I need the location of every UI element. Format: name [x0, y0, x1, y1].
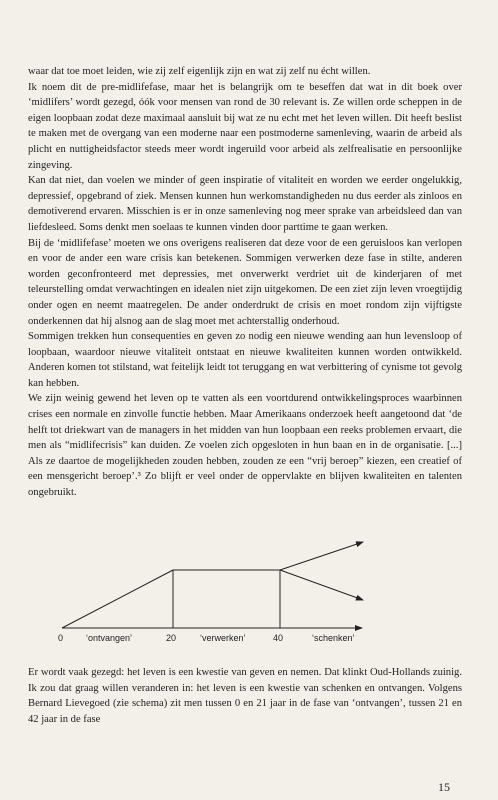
body-text-top	[28, 64, 462, 501]
paragraph: Kan dat niet, dan voelen we minder of geen inspiratie of vitaliteit en worden we eerder ongelukkig, depressief, opgebrand of ziek. Mensen kunnen hun werkomstandigheden nu dus eerder als zinloos en demotiverend ervaren. Misschien is er in onze samenleving nog meer sprake van arbeidsleed dan van liefdesleed. Soms denkt men soelaas te kunnen vinden door parttime te gaan werken.	[28, 175, 462, 233]
phase-label-schenken: ‘schenken’	[312, 633, 355, 643]
paragraph: Ik noem dit de pre-midlifefase, maar het is belangrijk om te beseffen dat wat in dit boek over ‘midlifers’ wordt gezegd, óók voor mensen van rond de 30 relevant is. Ze willen orde scheppen in de eigen loopbaan zodat deze maximaal aansluit bij wat ze nu echt met het leven willen. Dit heeft beslist te maken met de overgang van een moderne naar een postmoderne samenleving, waarin de arbeid als plicht en nuttigheidsfactor steeds meer wordt ingeruild voor arbeid als zelfrealisatie en persoonlijke zingeving.	[28, 81, 462, 171]
rising-line	[62, 570, 173, 628]
tick-label-0: 0	[58, 633, 64, 643]
phase-label-ontvangen: ‘ontvangen’	[86, 633, 133, 643]
paragraph: Bij de ‘midlifefase’ moeten we ons overigens realiseren dat deze voor de een geruisloos kan verlopen en voor de ander een ware crisis kan betekenen. Sommigen verwerken deze fase in stilte, anderen worden geconfronteerd met depressies, met onverwerkt verdriet uit de kinderjaren of met teleurstelling omdat verwachtingen en idealen niet zijn uitgekomen. De een ziet zijn leven vroegtijdig onder ogen en neemt maatregelen. De ander onderdrukt de crisis en moet rondom zijn vijftigste onderkennen dat hij alsnog aan de slag moet met achterstallig onderhoud.	[28, 237, 462, 327]
page-number: 15	[438, 780, 450, 794]
downward-branch-arrow	[280, 570, 363, 600]
paragraph: waar dat toe moet leiden, wie zij zelf eigenlijk zijn en wat zij zelf nu écht willen.	[28, 66, 371, 77]
phase-label-verwerken: ‘verwerken’	[200, 633, 246, 643]
tick-label-20: 20	[166, 633, 177, 643]
tick-label-40: 40	[273, 633, 284, 643]
body-text-bottom	[28, 665, 462, 727]
life-phase-diagram	[40, 528, 370, 646]
paragraph: Sommigen trekken hun consequenties en geven zo nodig een nieuwe wending aan hun levensloop of loopbaan, waardoor nieuwe vitaliteit ontstaat en nieuwe kwaliteiten kunnen worden ontwikkeld. Anderen komen tot stilstand, wat feitelijk leidt tot teruggang en wat verbittering of cynisme tot gevolg kan hebben.	[28, 331, 462, 389]
paragraph: Er wordt vaak gezegd: het leven is een kwestie van geven en nemen. Dat klinkt Oud-Hollands zuinig. Ik zou dat graag willen veranderen in: het leven is een kwestie van schenken en ontvangen. Volgens Bernard Lievegoed (zie schema) zit men tussen 0 en 21 jaar in de fase van ‘ontvangen’, tussen 21 en 42 jaar in de fase	[28, 667, 462, 725]
paragraph: We zijn weinig gewend het leven op te vatten als een voortdurend ontwikkelingsproces waarbinnen crises een normale en zinvolle functie hebben. Maar Amerikaans onderzoek heeft aangetoond dat ‘de helft tot driekwart van de managers in het midden van hun loopbaan een reeks problemen ervaart, die men als “midlifecrisis” kan duiden. Ze voelen zich opgesloten in hun baan en in de organisatie. [...] Als ze daartoe de mogelijkheden zouden hebben, zouden ze een “vrij beroep” kiezen, een creatief of een mensgericht beroep’.³ Zo blijft er veel onder de oppervlakte en blijven kwaliteiten en talenten ongebruikt.	[28, 393, 462, 499]
upward-branch-arrow	[280, 542, 363, 570]
